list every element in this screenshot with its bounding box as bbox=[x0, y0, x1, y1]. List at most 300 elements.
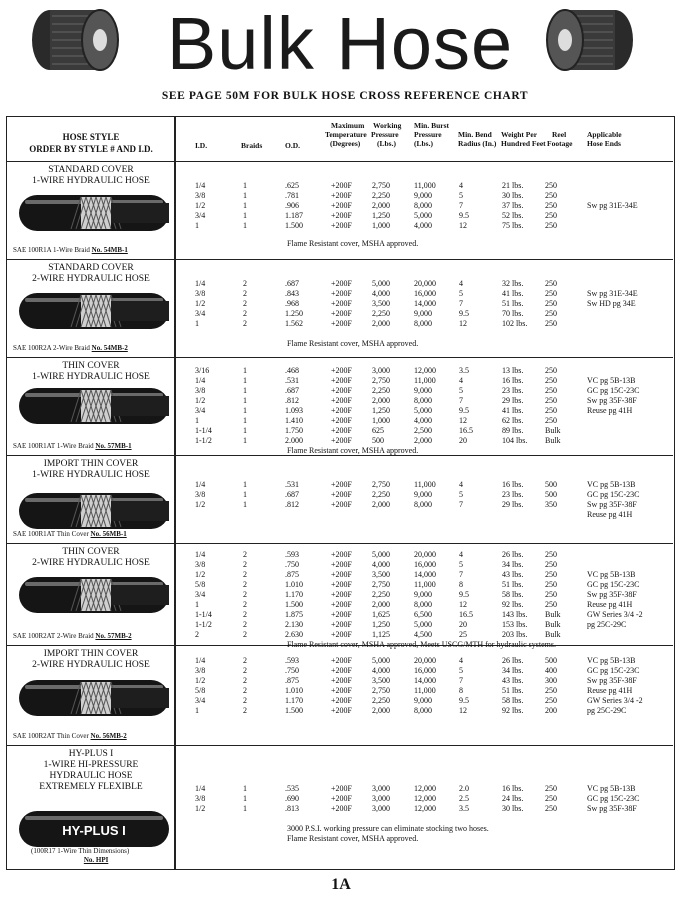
table-row bbox=[7, 656, 673, 666]
cell-burst: 11,000 bbox=[414, 181, 436, 190]
cell-burst: 14,000 bbox=[414, 676, 436, 685]
cell-od: 1.250 bbox=[285, 309, 303, 318]
cell-id: 1/2 bbox=[195, 500, 206, 509]
cell-working: 500 bbox=[372, 436, 384, 445]
cell-braids: 2 bbox=[243, 610, 247, 619]
header-hose-style bbox=[11, 131, 171, 155]
cell-reel: 250 bbox=[545, 580, 557, 589]
cell-braids: 2 bbox=[243, 560, 247, 569]
cell-burst: 4,500 bbox=[414, 630, 432, 639]
cell-weight: 58 lbs. bbox=[502, 696, 524, 705]
cell-bend: 7 bbox=[459, 570, 463, 579]
cell-temp: +200F bbox=[331, 386, 352, 395]
cell-working: 2,000 bbox=[372, 319, 390, 328]
section-note: Flame Resistant cover, MSHA approved. bbox=[287, 239, 419, 248]
cell-temp: +200F bbox=[331, 500, 352, 509]
cell-reel: 250 bbox=[545, 319, 557, 328]
cell-bend: 12 bbox=[459, 221, 467, 230]
cell-reel: 250 bbox=[545, 570, 557, 579]
cell-working: 1,250 bbox=[372, 620, 390, 629]
cell-od: .531 bbox=[285, 376, 299, 385]
cell-temp: +200F bbox=[331, 319, 352, 328]
cell-working: 2,000 bbox=[372, 706, 390, 715]
cell-working: 1,000 bbox=[372, 221, 390, 230]
hose-section bbox=[7, 645, 673, 746]
cell-temp: +200F bbox=[331, 600, 352, 609]
cell-reel: 250 bbox=[545, 406, 557, 415]
hose-order-reference-text: SAE 100R2AT 2-Wire Braid bbox=[13, 632, 94, 640]
cell-temp: +200F bbox=[331, 366, 352, 375]
cell-burst: 12,000 bbox=[414, 366, 436, 375]
cell-weight: 52 lbs. bbox=[502, 211, 524, 220]
cell-temp: +200F bbox=[331, 794, 352, 803]
table-row bbox=[7, 366, 673, 376]
header-bend bbox=[458, 130, 496, 148]
cell-braids: 1 bbox=[243, 386, 247, 395]
cell-reel: 250 bbox=[545, 794, 557, 803]
cell-braids: 1 bbox=[243, 406, 247, 415]
hose-style-name bbox=[11, 459, 171, 481]
cell-bend: 3.5 bbox=[459, 804, 469, 813]
hose-order-reference-text: SAE 100R1A 1-Wire Braid bbox=[13, 246, 90, 254]
cell-temp: +200F bbox=[331, 804, 352, 813]
header-reel-line1: Reel bbox=[552, 130, 567, 139]
cell-reel: 250 bbox=[545, 416, 557, 425]
cell-reel: 250 bbox=[545, 386, 557, 395]
cell-braids: 2 bbox=[243, 319, 247, 328]
cell-reel: Bulk bbox=[545, 620, 561, 629]
cell-temp: +200F bbox=[331, 560, 352, 569]
hose-order-number: No. 56MB-2 bbox=[90, 732, 127, 740]
cell-reel: 250 bbox=[545, 686, 557, 695]
cell-id: 1/2 bbox=[195, 201, 206, 210]
cell-working: 2,000 bbox=[372, 396, 390, 405]
cell-weight: 30 lbs. bbox=[502, 191, 524, 200]
cell-burst: 9,000 bbox=[414, 386, 432, 395]
cell-braids: 1 bbox=[243, 804, 247, 813]
cell-bend: 5 bbox=[459, 490, 463, 499]
cell-temp: +200F bbox=[331, 580, 352, 589]
cell-working: 3,500 bbox=[372, 676, 390, 685]
cell-ends: Sw pg 31E-34E bbox=[587, 201, 638, 210]
header-ends bbox=[587, 130, 622, 148]
cell-id: 1/4 bbox=[195, 550, 206, 559]
cell-weight: 70 lbs. bbox=[502, 309, 524, 318]
cell-od: .625 bbox=[285, 181, 299, 190]
cell-braids: 2 bbox=[243, 706, 247, 715]
cell-ends: GW Series 3/4 -2 bbox=[587, 610, 643, 619]
cell-weight: 30 lbs. bbox=[502, 804, 524, 813]
hose-section bbox=[7, 161, 673, 260]
cell-burst: 11,000 bbox=[414, 686, 436, 695]
cell-working: 2,000 bbox=[372, 600, 390, 609]
cell-burst: 9,000 bbox=[414, 309, 432, 318]
table-row bbox=[7, 319, 673, 329]
table-row bbox=[7, 376, 673, 386]
cell-bend: 4 bbox=[459, 656, 463, 665]
hose-order-reference-text: SAE 100R2A 2-Wire Braid bbox=[13, 344, 90, 352]
cell-temp: +200F bbox=[331, 706, 352, 715]
cell-id: 1/2 bbox=[195, 676, 206, 685]
cell-burst: 20,000 bbox=[414, 550, 436, 559]
cell-weight: 43 lbs. bbox=[502, 570, 524, 579]
cell-od: .468 bbox=[285, 366, 299, 375]
cell-working: 5,000 bbox=[372, 279, 390, 288]
cell-id: 1 bbox=[195, 600, 199, 609]
cell-temp: +200F bbox=[331, 396, 352, 405]
cell-id: 1-1/4 bbox=[195, 426, 212, 435]
cell-id: 1/2 bbox=[195, 396, 206, 405]
hose-order-reference-text: (100R17 1-Wire Thin Dimensions) bbox=[31, 847, 130, 855]
table-row bbox=[7, 309, 673, 319]
table-row bbox=[7, 500, 673, 510]
cell-bend: 8 bbox=[459, 686, 463, 695]
hose-section bbox=[7, 357, 673, 456]
cell-bend: 7 bbox=[459, 299, 463, 308]
cell-id: 3/4 bbox=[195, 590, 206, 599]
cell-ends: VC pg 5B-13B bbox=[587, 656, 636, 665]
cell-burst: 5,000 bbox=[414, 211, 432, 220]
cell-working: 3,500 bbox=[372, 570, 390, 579]
cell-id: 5/8 bbox=[195, 686, 206, 695]
cell-braids: 1 bbox=[243, 426, 247, 435]
cell-id: 3/4 bbox=[195, 696, 206, 705]
header-braids: Braids bbox=[241, 141, 263, 150]
cell-weight: 16 lbs. bbox=[502, 480, 524, 489]
cell-burst: 20,000 bbox=[414, 279, 436, 288]
cell-reel: 250 bbox=[545, 181, 557, 190]
cell-burst: 8,000 bbox=[414, 706, 432, 715]
cell-weight: 51 lbs. bbox=[502, 299, 524, 308]
cell-od: .593 bbox=[285, 550, 299, 559]
cell-temp: +200F bbox=[331, 426, 352, 435]
cell-working: 2,250 bbox=[372, 590, 390, 599]
cell-burst: 6,500 bbox=[414, 610, 432, 619]
table-row bbox=[7, 590, 673, 600]
cell-reel: 250 bbox=[545, 550, 557, 559]
cell-id: 3/8 bbox=[195, 490, 206, 499]
cell-working: 3,000 bbox=[372, 784, 390, 793]
cell-burst: 12,000 bbox=[414, 784, 436, 793]
cell-od: .968 bbox=[285, 299, 299, 308]
table-row bbox=[7, 610, 673, 620]
cell-id: 3/8 bbox=[195, 289, 206, 298]
cell-bend: 7 bbox=[459, 500, 463, 509]
cell-temp: +200F bbox=[331, 191, 352, 200]
cell-ends: GC pg 15C-23C bbox=[587, 794, 640, 803]
cell-temp: +200F bbox=[331, 784, 352, 793]
cell-ends: pg 25C-29C bbox=[587, 706, 627, 715]
cell-reel: 250 bbox=[545, 289, 557, 298]
cell-burst: 11,000 bbox=[414, 480, 436, 489]
cell-working: 2,750 bbox=[372, 376, 390, 385]
table-row bbox=[7, 211, 673, 221]
cell-bend: 8 bbox=[459, 580, 463, 589]
cell-burst: 14,000 bbox=[414, 570, 436, 579]
cell-bend: 4 bbox=[459, 279, 463, 288]
hose-style-name-line: HY-PLUS I bbox=[68, 749, 114, 759]
cell-braids: 2 bbox=[243, 279, 247, 288]
hose-style-name-line: HYDRAULIC HOSE bbox=[49, 771, 133, 781]
cell-od: 1.500 bbox=[285, 600, 303, 609]
header-temp bbox=[325, 121, 367, 148]
hose-style-name-line: EXTREMELY FLEXIBLE bbox=[39, 782, 143, 792]
table-row bbox=[7, 386, 673, 396]
cell-id: 1/4 bbox=[195, 784, 206, 793]
cell-weight: 16 lbs. bbox=[502, 376, 524, 385]
cell-id: 1 bbox=[195, 416, 199, 425]
hose-style-name-line: THIN COVER bbox=[62, 547, 120, 557]
cell-bend: 12 bbox=[459, 319, 467, 328]
cell-bend: 9.5 bbox=[459, 309, 469, 318]
cell-weight: 23 lbs. bbox=[502, 386, 524, 395]
table-row bbox=[7, 580, 673, 590]
header-temp-line2: Temperature bbox=[325, 130, 367, 139]
cell-braids: 2 bbox=[243, 550, 247, 559]
cell-bend: 12 bbox=[459, 416, 467, 425]
cell-weight: 26 lbs. bbox=[502, 656, 524, 665]
cell-od: .875 bbox=[285, 676, 299, 685]
cell-braids: 2 bbox=[243, 289, 247, 298]
cell-ends: Reuse pg 41H bbox=[587, 686, 633, 695]
cell-weight: 43 lbs. bbox=[502, 676, 524, 685]
cell-ends: Sw pg 35F-38F bbox=[587, 676, 637, 685]
cell-bend: 25 bbox=[459, 630, 467, 639]
cell-id: 1 bbox=[195, 221, 199, 230]
cell-od: .750 bbox=[285, 666, 299, 675]
cell-reel: 250 bbox=[545, 784, 557, 793]
cell-working: 2,250 bbox=[372, 309, 390, 318]
cell-temp: +200F bbox=[331, 620, 352, 629]
cell-od: 1.010 bbox=[285, 686, 303, 695]
cell-temp: +200F bbox=[331, 416, 352, 425]
cell-ends: VC pg 5B-13B bbox=[587, 784, 636, 793]
cell-working: 625 bbox=[372, 426, 384, 435]
cell-working: 4,000 bbox=[372, 560, 390, 569]
cell-od: 1.875 bbox=[285, 610, 303, 619]
header-temp-line3: (Degrees) bbox=[330, 139, 361, 148]
cell-weight: 24 lbs. bbox=[502, 794, 524, 803]
cell-id: 1/2 bbox=[195, 570, 206, 579]
header-bend-line1: Min. Bend bbox=[458, 130, 492, 139]
cell-weight: 153 lbs. bbox=[502, 620, 528, 629]
table-row bbox=[7, 686, 673, 696]
cell-working: 3,500 bbox=[372, 299, 390, 308]
cell-temp: +200F bbox=[331, 686, 352, 695]
hose-order-number: No. 56MB-1 bbox=[90, 530, 127, 538]
cell-braids: 1 bbox=[243, 221, 247, 230]
cell-burst: 9,000 bbox=[414, 590, 432, 599]
hose-order-number: No. 54MB-2 bbox=[91, 344, 128, 352]
cell-braids: 1 bbox=[243, 201, 247, 210]
cell-burst: 20,000 bbox=[414, 656, 436, 665]
cell-braids: 2 bbox=[243, 309, 247, 318]
cell-burst: 9,000 bbox=[414, 696, 432, 705]
section-note: 3000 P.S.I. working pressure can eliminate stocking two hoses. bbox=[287, 824, 489, 833]
cell-bend: 4 bbox=[459, 550, 463, 559]
cell-ends: VC pg 5B-13B bbox=[587, 376, 636, 385]
cell-braids: 1 bbox=[243, 376, 247, 385]
cell-ends: Reuse pg 41H bbox=[587, 510, 633, 519]
cell-temp: +200F bbox=[331, 666, 352, 675]
section-note: Flame Resistant cover, MSHA approved. bbox=[287, 339, 419, 348]
cell-ends: VC pg 5B-13B bbox=[587, 480, 636, 489]
header-ends-line1: Applicable bbox=[587, 130, 622, 139]
cell-working: 1,625 bbox=[372, 610, 390, 619]
cell-weight: 23 lbs. bbox=[502, 490, 524, 499]
hose-order-reference bbox=[13, 344, 128, 353]
header-working-line1: Working bbox=[373, 121, 402, 130]
cell-working: 1,250 bbox=[372, 211, 390, 220]
cell-reel: 250 bbox=[545, 201, 557, 210]
cell-od: 1.010 bbox=[285, 580, 303, 589]
header-temp-line1: Maximum bbox=[331, 121, 365, 130]
cell-burst: 12,000 bbox=[414, 804, 436, 813]
header-working-line3: (Lbs.) bbox=[377, 139, 396, 148]
hose-style-name-line: STANDARD COVER bbox=[48, 165, 134, 175]
cell-working: 4,000 bbox=[372, 666, 390, 675]
hose-style-name-line: THIN COVER bbox=[62, 361, 120, 371]
cell-burst: 16,000 bbox=[414, 666, 436, 675]
cell-burst: 8,000 bbox=[414, 500, 432, 509]
header-ends-line2: Hose Ends bbox=[587, 139, 621, 148]
section-note: Flame Resistant cover, MSHA approved. bbox=[287, 446, 419, 455]
header-burst bbox=[414, 121, 449, 148]
cell-bend: 5 bbox=[459, 666, 463, 675]
cell-working: 2,000 bbox=[372, 500, 390, 509]
cell-burst: 11,000 bbox=[414, 580, 436, 589]
cell-working: 1,250 bbox=[372, 406, 390, 415]
cell-weight: 62 lbs. bbox=[502, 416, 524, 425]
cell-bend: 7 bbox=[459, 201, 463, 210]
cell-id: 1-1/2 bbox=[195, 620, 212, 629]
cell-weight: 102 lbs. bbox=[502, 319, 528, 328]
cell-od: .531 bbox=[285, 480, 299, 489]
cell-od: .812 bbox=[285, 500, 299, 509]
cell-braids: 2 bbox=[243, 620, 247, 629]
cell-braids: 1 bbox=[243, 191, 247, 200]
cell-od: .690 bbox=[285, 794, 299, 803]
table-row bbox=[7, 299, 673, 309]
cell-id: 1/4 bbox=[195, 181, 206, 190]
header-bend-line2: Radius (In.) bbox=[458, 139, 497, 148]
table-row bbox=[7, 510, 673, 520]
section-note: Flame Resistant cover, MSHA approved. bbox=[287, 834, 419, 843]
cell-bend: 16.5 bbox=[459, 426, 473, 435]
cell-weight: 203 lbs. bbox=[502, 630, 528, 639]
cell-ends: GC pg 15C-23C bbox=[587, 490, 640, 499]
cell-temp: +200F bbox=[331, 656, 352, 665]
hose-section bbox=[7, 455, 673, 544]
cell-braids: 2 bbox=[243, 580, 247, 589]
cell-od: 1.750 bbox=[285, 426, 303, 435]
cell-od: .843 bbox=[285, 289, 299, 298]
table-row bbox=[7, 490, 673, 500]
cell-od: .535 bbox=[285, 784, 299, 793]
cell-reel: 200 bbox=[545, 706, 557, 715]
cell-reel: 250 bbox=[545, 309, 557, 318]
cell-id: 1/4 bbox=[195, 279, 206, 288]
hose-reel-icon bbox=[545, 6, 635, 72]
cell-reel: 500 bbox=[545, 490, 557, 499]
cell-ends: Sw HD pg 34E bbox=[587, 299, 636, 308]
hose-style-name-line: 1-WIRE HI-PRESSURE bbox=[43, 760, 139, 770]
cell-working: 1,000 bbox=[372, 416, 390, 425]
cell-braids: 2 bbox=[243, 590, 247, 599]
cell-burst: 8,000 bbox=[414, 201, 432, 210]
cell-od: .687 bbox=[285, 490, 299, 499]
cell-burst: 11,000 bbox=[414, 376, 436, 385]
cell-bend: 4 bbox=[459, 376, 463, 385]
cell-working: 2,000 bbox=[372, 201, 390, 210]
cell-temp: +200F bbox=[331, 376, 352, 385]
cell-braids: 2 bbox=[243, 600, 247, 609]
cell-working: 5,000 bbox=[372, 656, 390, 665]
hose-reel-icon bbox=[30, 6, 120, 72]
hose-order-reference-text: SAE 100R1AT 1-Wire Braid bbox=[13, 442, 94, 450]
cell-weight: 21 lbs. bbox=[502, 181, 524, 190]
cell-burst: 4,000 bbox=[414, 221, 432, 230]
cell-ends: GW Series 3/4 -2 bbox=[587, 696, 643, 705]
cell-temp: +200F bbox=[331, 299, 352, 308]
cell-weight: 37 lbs. bbox=[502, 201, 524, 210]
cell-ends: GC pg 15C-23C bbox=[587, 580, 640, 589]
table-row bbox=[7, 406, 673, 416]
cell-working: 4,000 bbox=[372, 289, 390, 298]
header-reel bbox=[547, 130, 572, 148]
cell-braids: 1 bbox=[243, 480, 247, 489]
hose-section bbox=[7, 259, 673, 358]
header-working-line2: Pressure bbox=[371, 130, 399, 139]
hose-table bbox=[6, 116, 675, 870]
cell-working: 3,000 bbox=[372, 794, 390, 803]
cell-ends: VC pg 5B-13B bbox=[587, 570, 636, 579]
cell-temp: +200F bbox=[331, 201, 352, 210]
cell-braids: 1 bbox=[243, 784, 247, 793]
cell-temp: +200F bbox=[331, 221, 352, 230]
hose-order-number: No. 54MB-1 bbox=[91, 246, 128, 254]
cell-braids: 2 bbox=[243, 676, 247, 685]
cell-temp: +200F bbox=[331, 289, 352, 298]
cell-ends: Sw pg 31E-34E bbox=[587, 289, 638, 298]
cell-braids: 1 bbox=[243, 500, 247, 509]
header-burst-line3: (Lbs.) bbox=[414, 139, 433, 148]
cell-od: 1.500 bbox=[285, 221, 303, 230]
cell-temp: +200F bbox=[331, 590, 352, 599]
cell-reel: 250 bbox=[545, 590, 557, 599]
cell-braids: 1 bbox=[243, 490, 247, 499]
table-row bbox=[7, 600, 673, 610]
cell-bend: 20 bbox=[459, 436, 467, 445]
cell-temp: +200F bbox=[331, 211, 352, 220]
cell-id: 1/2 bbox=[195, 299, 206, 308]
cell-bend: 7 bbox=[459, 396, 463, 405]
cell-bend: 7 bbox=[459, 676, 463, 685]
cell-reel: 250 bbox=[545, 600, 557, 609]
cell-reel: 250 bbox=[545, 804, 557, 813]
hose-style-name-line: 2-WIRE HYDRAULIC HOSE bbox=[32, 660, 150, 670]
cell-weight: 41 lbs. bbox=[502, 289, 524, 298]
cell-bend: 9.5 bbox=[459, 406, 469, 415]
cell-braids: 2 bbox=[243, 656, 247, 665]
hose-order-reference bbox=[13, 246, 128, 255]
cell-id: 1-1/2 bbox=[195, 436, 212, 445]
table-row bbox=[7, 396, 673, 406]
cell-working: 2,250 bbox=[372, 490, 390, 499]
cell-id: 3/8 bbox=[195, 191, 206, 200]
cell-bend: 20 bbox=[459, 620, 467, 629]
cell-burst: 9,000 bbox=[414, 191, 432, 200]
